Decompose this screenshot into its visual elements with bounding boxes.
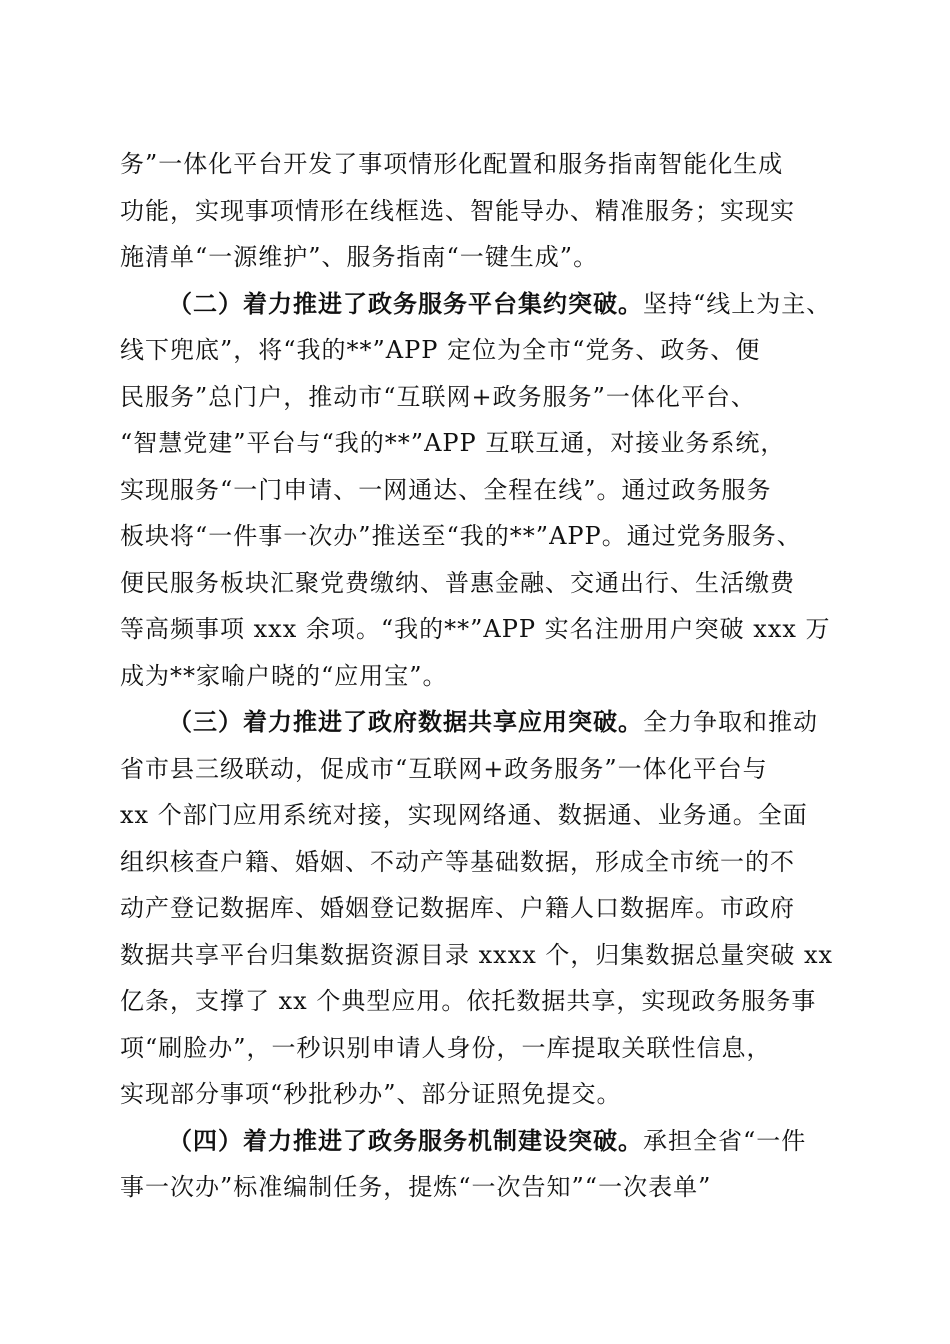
paragraph-line: 数据共享平台归集数据资源目录 xxxx 个，归集数据总量突破 xx xyxy=(120,940,834,969)
paragraph-line: 实现部分事项“秒批秒办”、部分证照免提交。 xyxy=(120,1080,622,1108)
paragraph-line: 亿条，支撑了 xx 个典型应用。依托数据共享，实现政务服务事 xyxy=(120,987,817,1015)
paragraph-line: 项“刷脸办”，一秒识别申请人身份，一库提取关联性信息， xyxy=(120,1033,772,1062)
paragraph-2 xyxy=(120,281,832,700)
section-heading: （四）着力推进了政务服务机制建设突破。 xyxy=(168,1125,643,1155)
paragraph-line: 板块将“一件事一次办”推送至“我的**”APP。通过党务服务、 xyxy=(120,522,802,550)
paragraph-line: 务”一体化平台开发了事项情形化配置和服务指南智能化生成 xyxy=(120,150,784,178)
document-body xyxy=(120,141,832,1211)
paragraph-line: xx 个部门应用系统对接，实现网络通、数据通、业务通。全面 xyxy=(120,801,808,829)
paragraph-4 xyxy=(120,1118,832,1211)
paragraph-line: 成为**家喻户晓的“应用宝”。 xyxy=(120,661,448,690)
paragraph-line: 功能，实现事项情形在线框选、智能导办、精准服务；实现实 xyxy=(120,196,795,225)
paragraph-line: 民服务”总门户，推动市“互联网+政务服务”一体化平台、 xyxy=(120,382,756,411)
paragraph-first-line xyxy=(120,699,832,746)
paragraph-text: 全力争取和推动 xyxy=(643,708,818,736)
paragraph-line: 实现服务“一门申请、一网通达、全程在线”。通过政务服务 xyxy=(120,475,772,504)
paragraph-line: 线下兜底”，将“我的**”APP 定位为全市“党务、政务、便 xyxy=(120,336,761,364)
paragraph-3 xyxy=(120,699,832,1118)
paragraph-line: 施清单“一源维护”、服务指南“一键生成”。 xyxy=(120,243,599,271)
paragraph-line: 省市县三级联动，促成市“互联网+政务服务”一体化平台与 xyxy=(120,754,768,783)
paragraph-first-line xyxy=(120,1118,832,1165)
paragraph-line: 事一次办”标准编制任务，提炼“一次告知”“一次表单” xyxy=(120,1173,712,1201)
paragraph-line: 便民服务板块汇聚党费缴纳、普惠金融、交通出行、生活缴费 xyxy=(120,568,795,597)
section-heading: （二）着力推进了政务服务平台集约突破。 xyxy=(168,288,643,318)
paragraph-text: 坚持“线上为主、 xyxy=(643,289,832,318)
paragraph-1 xyxy=(120,141,832,281)
paragraph-line: 组织核查户籍、婚姻、不动产等基础数据，形成全市统一的不 xyxy=(120,847,795,876)
paragraph-line: 动产登记数据库、婚姻登记数据库、户籍人口数据库。市政府 xyxy=(120,894,795,922)
paragraph-text: 承担全省“一件 xyxy=(643,1126,807,1155)
paragraph-line: “智慧党建”平台与“我的**”APP 互联互通，对接业务系统， xyxy=(120,429,786,457)
paragraph-line: 等高频事项 xxx 余项。“我的**”APP 实名注册用户突破 xxx 万 xyxy=(120,615,831,643)
section-heading: （三）着力推进了政府数据共享应用突破。 xyxy=(168,707,643,736)
paragraph-first-line xyxy=(120,281,832,328)
